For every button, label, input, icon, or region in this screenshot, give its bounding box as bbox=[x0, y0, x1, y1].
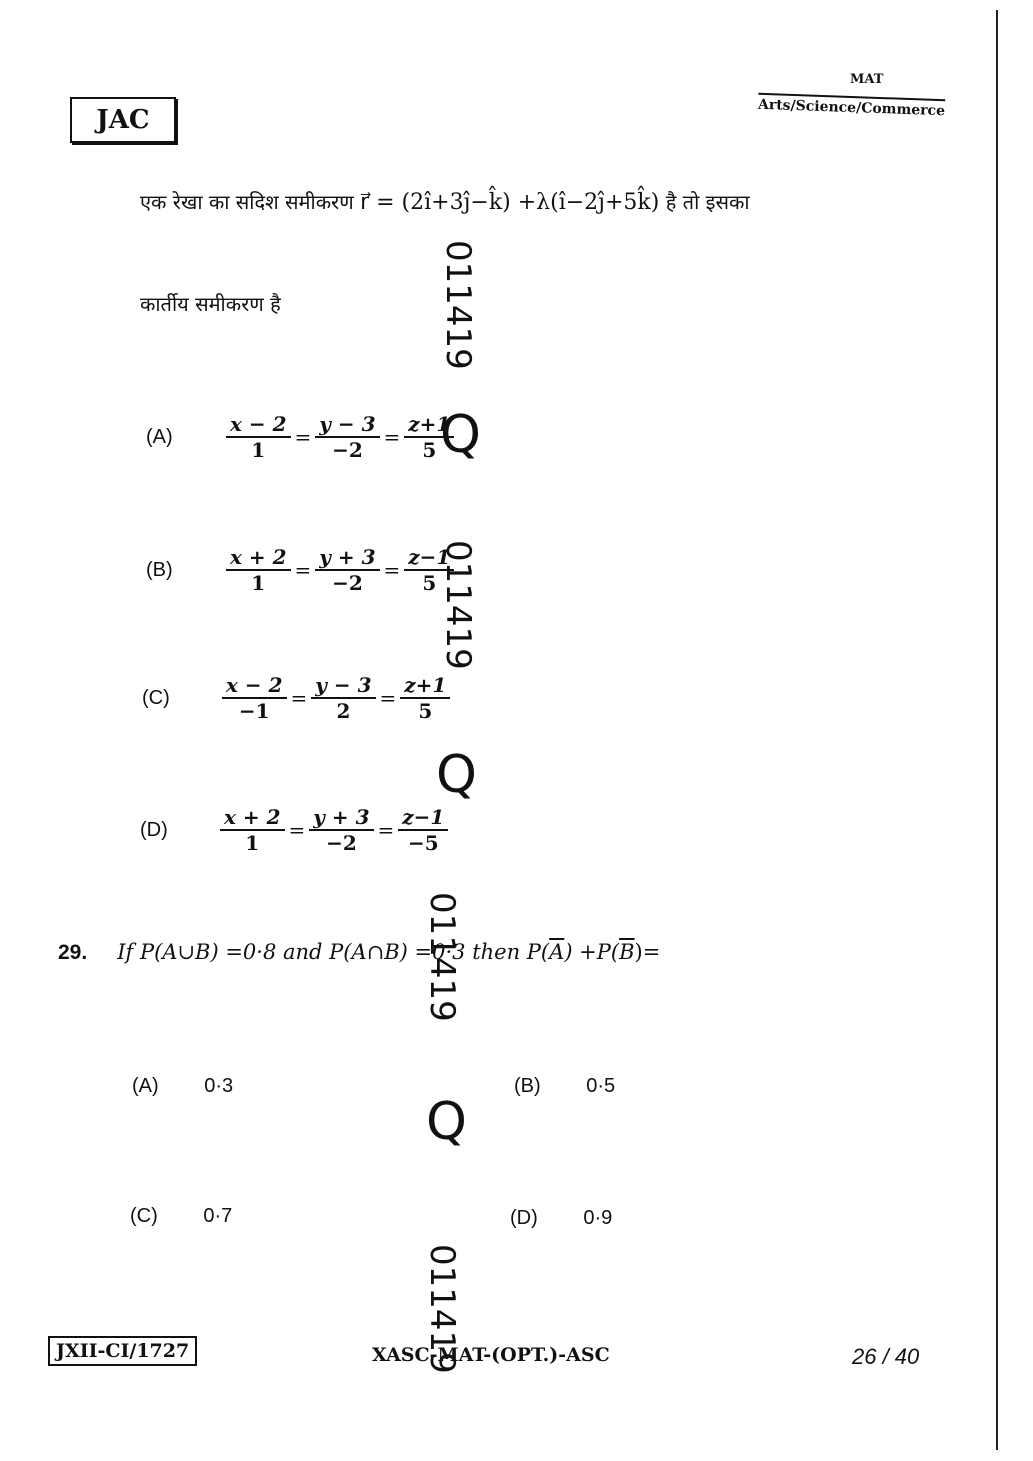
option-a[interactable]: (A) $\frac{x - 2}{1}$ = $\frac{y - 3}{-2}$ = $\frac{z+1}{5}$ bbox=[146, 412, 456, 462]
option-label: (D) bbox=[510, 1207, 538, 1229]
fraction: $\frac{x + 2}{1}$ bbox=[226, 545, 291, 595]
footer-left-code: JXII-CI/1727 bbox=[48, 1336, 197, 1366]
option-label: (B) bbox=[146, 558, 173, 581]
stem-prefix: एक रेखा का सदिश समीकरण bbox=[140, 190, 354, 214]
q29-option-a[interactable] bbox=[132, 1075, 233, 1098]
fraction: $\frac{y - 3}{-2}$ bbox=[315, 412, 379, 462]
watermark-number: 011419 bbox=[422, 892, 462, 1022]
watermark-q: Q bbox=[426, 1092, 467, 1152]
option-value: 0·7 bbox=[203, 1205, 233, 1227]
question-29: 29. If P(A∪B) =0·8 and P(A∩B) =0·3 then $P(\overline{A}) +P(\overline{B})=$ bbox=[58, 940, 661, 964]
watermark-number: 011419 bbox=[438, 540, 478, 670]
question-number: 29. bbox=[58, 941, 88, 964]
option-label: (A) bbox=[132, 1075, 159, 1097]
fraction: $\frac{z+1}{5}$ bbox=[404, 412, 454, 462]
watermark-number: 011419 bbox=[422, 1244, 462, 1374]
option-d[interactable]: (D) $\frac{x + 2}{1}$ = $\frac{y + 3}{-2}$ = $\frac{z-1}{-5}$ bbox=[140, 805, 450, 855]
fraction: $\frac{y + 3}{-2}$ bbox=[315, 545, 379, 595]
option-value: 0·9 bbox=[583, 1207, 613, 1229]
fraction: $\frac{y + 3}{-2}$ bbox=[309, 805, 373, 855]
subject-label: MAT bbox=[850, 72, 884, 87]
footer-center-code: XASC-MAT-(OPT.)-ASC bbox=[372, 1344, 610, 1366]
fraction: $\frac{y - 3}{2}$ bbox=[311, 673, 375, 723]
fraction: $\frac{z-1}{5}$ bbox=[404, 545, 454, 595]
option-label: (B) bbox=[514, 1075, 541, 1097]
option-value: 0·5 bbox=[586, 1075, 616, 1097]
fraction: $\frac{x - 2}{1}$ bbox=[226, 412, 291, 462]
fraction: $\frac{x + 2}{1}$ bbox=[220, 805, 285, 855]
page-number: 26 / 40 bbox=[852, 1344, 920, 1369]
fraction: $\frac{z+1}{5}$ bbox=[400, 673, 450, 723]
q29-option-c[interactable] bbox=[130, 1205, 232, 1228]
jac-logo: JAC bbox=[70, 97, 176, 143]
question-text: If P(A∪B) =0·8 and P(A∩B) =0·3 then P( bbox=[117, 940, 550, 964]
stem-suffix: है तो इसका bbox=[665, 190, 750, 214]
fraction: $\frac{z-1}{-5}$ bbox=[398, 805, 448, 855]
watermark-q: Q bbox=[436, 745, 477, 805]
option-c[interactable]: (C) $\frac{x - 2}{-1}$ = $\frac{y - 3}{2}$ = $\frac{z+1}{5}$ bbox=[142, 673, 452, 723]
option-label: (C) bbox=[130, 1205, 158, 1227]
option-value: 0·3 bbox=[204, 1075, 234, 1097]
question-28-stem bbox=[140, 188, 750, 215]
option-label: (D) bbox=[140, 818, 168, 841]
option-label: (A) bbox=[146, 425, 173, 448]
option-b[interactable]: (B) $\frac{x + 2}{1}$ = $\frac{y + 3}{-2}$ = $\frac{z-1}{5}$ bbox=[146, 545, 456, 595]
right-margin-rule bbox=[996, 10, 998, 1450]
watermark-number: 011419 bbox=[438, 240, 478, 370]
fraction: $\frac{x - 2}{-1}$ bbox=[222, 673, 287, 723]
stream-label: Arts/Science/Commerce bbox=[758, 93, 946, 120]
option-label: (C) bbox=[142, 686, 170, 709]
vector-equation: r⃗ = (2î+3ĵ−k̂) +λ(î−2ĵ+5k̂) bbox=[360, 190, 660, 215]
watermark-q: Q bbox=[440, 405, 481, 465]
question-28-stem-line2: कार्तीय समीकरण है bbox=[140, 292, 281, 316]
q29-option-d[interactable] bbox=[510, 1207, 612, 1230]
q29-option-b[interactable] bbox=[514, 1075, 615, 1098]
